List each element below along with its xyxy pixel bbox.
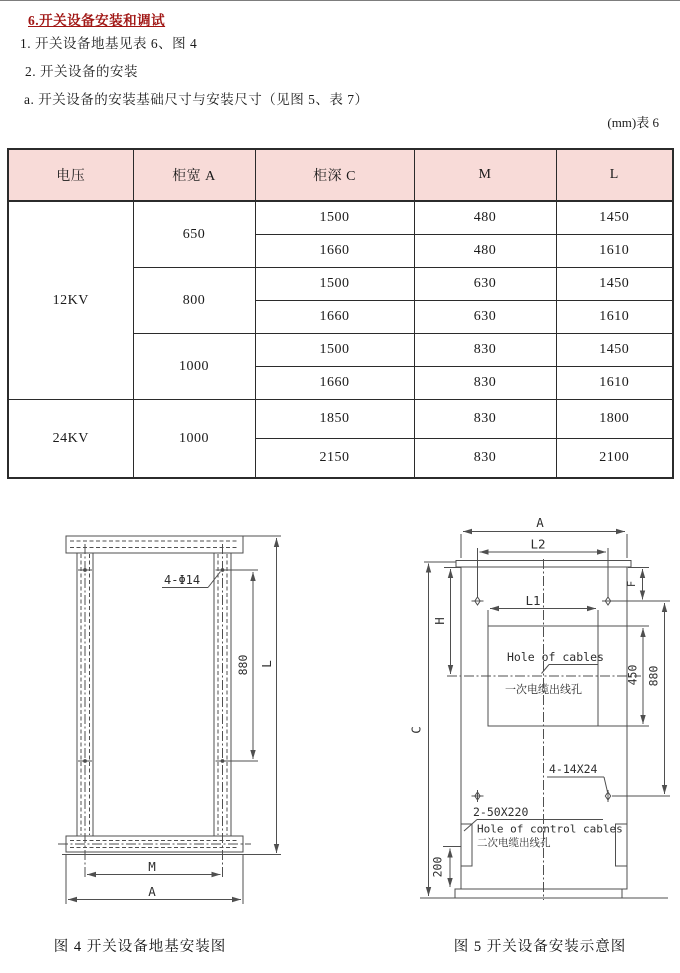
fig5-cable-hole-label-en: Hole of cables	[507, 650, 604, 664]
table-cell: 630	[414, 301, 556, 334]
table-cell: 1610	[556, 235, 673, 268]
fig4-dim-a: A	[148, 884, 156, 899]
fig5-dim-c: C	[408, 726, 424, 734]
width-cell: 650	[133, 201, 255, 268]
col-header-voltage: 电压	[8, 149, 133, 201]
table-unit-note: (mm)表 6	[607, 115, 659, 130]
fig5-dim-l2: L2	[530, 536, 546, 552]
table-cell: 2100	[556, 439, 673, 479]
fig4-dim-880: 880	[236, 654, 250, 676]
fig5-dim-f: F	[626, 580, 638, 588]
fig4-dim-l: L	[259, 660, 274, 668]
table-cell: 480	[414, 235, 556, 268]
width-cell: 1000	[133, 334, 255, 400]
table-cell: 480	[414, 201, 556, 235]
fig5-dim-450: 450	[625, 664, 640, 686]
table-row	[8, 400, 673, 439]
fig5-labels	[409, 515, 661, 877]
figure-5-caption: 图 5 开关设备安装示意图	[453, 939, 627, 955]
fig5-control-hole-label-cn: 二次电缆出线孔	[477, 838, 551, 849]
section-heading: 6.开关设备安装和调试	[28, 13, 166, 28]
fig4-hole-label: 4-Φ14	[164, 573, 201, 587]
table-cell: 630	[414, 268, 556, 301]
fig5-dim-200: 200	[430, 856, 445, 878]
table-cell: 1850	[255, 400, 414, 439]
col-header-m: M	[414, 149, 556, 201]
fig5-slot-label: 2-50X220	[473, 805, 529, 819]
body-line-2: 2. 开关设备的安装	[25, 64, 138, 79]
fig4-labels	[148, 573, 274, 899]
fig5-control-hole-label-en: Hole of control cables	[477, 822, 623, 836]
table-cell: 1610	[556, 301, 673, 334]
voltage-cell: 24KV	[8, 400, 133, 479]
fig4-geometry	[58, 536, 281, 904]
fig4-dim-m: M	[148, 859, 156, 874]
col-header-l: L	[556, 149, 673, 201]
table-cell: 830	[414, 334, 556, 367]
figure-5-drawing	[405, 511, 680, 911]
table-cell: 1610	[556, 367, 673, 400]
table-cell: 1450	[556, 334, 673, 367]
voltage-cell: 12KV	[8, 201, 133, 400]
table-cell: 1500	[255, 201, 414, 235]
body-line-1: 1. 开关设备地基见表 6、图 4	[20, 36, 198, 51]
fig5-dim-h: H	[432, 617, 447, 625]
body-line-3: a. 开关设备的安装基础尺寸与安装尺寸（见图 5、表 7）	[24, 92, 369, 107]
fig5-bolt-label: 4-14X24	[549, 762, 598, 776]
col-header-depth-c: 柜深 C	[255, 149, 414, 201]
table-cell: 2150	[255, 439, 414, 479]
figure-4-drawing	[30, 516, 290, 921]
table-header-row	[8, 149, 673, 201]
table-cell: 1800	[556, 400, 673, 439]
fig5-dim-l1: L1	[525, 593, 541, 608]
table-cell: 1450	[556, 268, 673, 301]
col-header-width-a: 柜宽 A	[133, 149, 255, 201]
width-cell: 1000	[133, 400, 255, 479]
table-cell: 1660	[255, 301, 414, 334]
table-row	[8, 201, 673, 235]
table-cell: 1500	[255, 268, 414, 301]
table-cell: 830	[414, 400, 556, 439]
fig5-dim-a: A	[536, 515, 544, 530]
table-cell: 1660	[255, 367, 414, 400]
width-cell: 800	[133, 268, 255, 334]
table-cell: 830	[414, 367, 556, 400]
table-cell: 1450	[556, 201, 673, 235]
dimension-table	[7, 148, 674, 479]
fig5-dim-880: 880	[646, 665, 661, 687]
table-cell: 1500	[255, 334, 414, 367]
fig5-cable-hole-label-cn: 一次电缆出线孔	[505, 684, 582, 696]
table-cell: 1660	[255, 235, 414, 268]
table-cell: 830	[414, 439, 556, 479]
figure-4-caption: 图 4 开关设备地基安装图	[53, 939, 227, 955]
